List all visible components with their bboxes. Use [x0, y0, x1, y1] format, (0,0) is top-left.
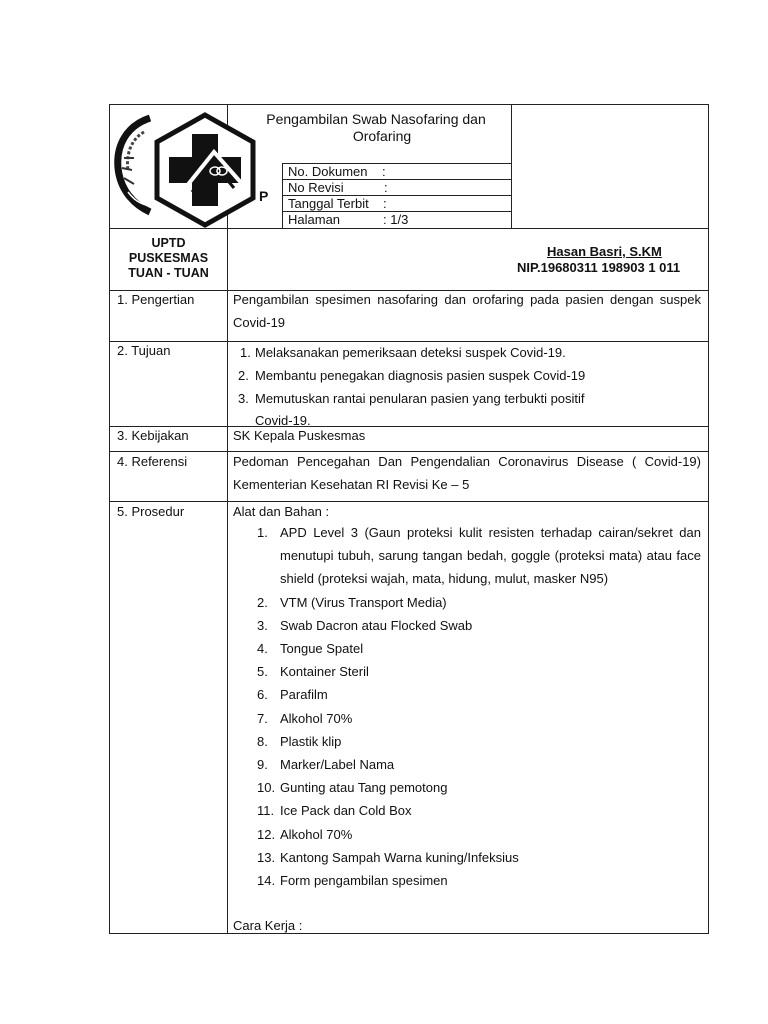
page-value: : 1/3	[383, 212, 409, 227]
label-pengertian: 1. Pengertian	[117, 292, 195, 307]
signatory-nip: NIP.19680311 198903 1 011	[517, 260, 681, 275]
issue-date-value: :	[383, 196, 387, 211]
signatory-name: Hasan Basri, S.KM	[547, 244, 662, 259]
list-item: 4. Tongue Spatel	[257, 641, 364, 657]
tujuan-num-2: 2.	[238, 368, 249, 383]
list-item: 6. Parafilm	[257, 687, 328, 703]
list-item: 8. Plastik klip	[257, 733, 342, 749]
list-item: 11. Ice Pack dan Cold Box	[257, 803, 412, 819]
column-divider	[227, 104, 228, 934]
list-item: 1. APD Level 3 (Gaun proteksi kulit resisten terhadap cairan/sekret dan menutupi tubuh, sarung tangan bedah, goggle (proteksi mata) atau face shield (proteksi wajah, mata, hidung, mulut, masker N95)	[257, 525, 701, 587]
list-item: 3. Swab Dacron atau Flocked Swab	[257, 617, 473, 633]
pengertian-text: Pengambilan spesimen nasofaring dan orofaring pada pasien dengan suspek Covid-19	[233, 292, 701, 330]
sop-letter: P	[259, 188, 269, 204]
label-prosedur: 5. Prosedur	[117, 504, 185, 519]
list-item: 12. Alkohol 70%	[257, 826, 353, 842]
alat-bahan-heading: Alat dan Bahan :	[233, 504, 330, 519]
org-line2: PUSKESMAS	[128, 251, 209, 265]
list-item: 9. Marker/Label Nama	[257, 757, 395, 773]
org-line3: TUAN - TUAN	[128, 266, 209, 280]
tujuan-num-3: 3.	[238, 391, 249, 406]
list-item: 7. Alkohol 70%	[257, 710, 353, 726]
tujuan-text-1: Melaksanakan pemeriksaan deteksi suspek Covid-19.	[255, 345, 566, 360]
column-divider	[511, 104, 512, 228]
label-referensi: 4. Referensi	[117, 454, 188, 469]
list-item: 14. Form pengambilan spesimen	[257, 873, 448, 889]
tujuan-num-1: 1.	[240, 345, 251, 360]
puskesmas-logo	[152, 112, 258, 228]
row-divider	[109, 426, 709, 427]
kebijakan-text: SK Kepala Puskesmas	[233, 428, 366, 443]
org-line1: UPTD	[151, 236, 186, 250]
page-label: Halaman	[288, 212, 341, 227]
row-divider	[109, 501, 709, 502]
tujuan-text-3-cont: Covid-19.	[255, 413, 311, 428]
cara-kerja-heading: Cara Kerja :	[233, 918, 303, 933]
label-kebijakan: 3. Kebijakan	[117, 428, 189, 443]
sop-title-line2: Orofaring	[352, 128, 412, 144]
tujuan-text-2: Membantu penegakan diagnosis pasien suspek Covid-19	[255, 368, 586, 383]
regency-seal-logo	[114, 112, 154, 216]
revision-label: No Revisi	[288, 180, 344, 195]
list-item: 13. Kantong Sampah Warna kuning/Infeksius	[257, 849, 519, 865]
label-tujuan: 2. Tujuan	[117, 343, 171, 358]
list-item: 5. Kontainer Steril	[257, 664, 369, 680]
doc-number-label: No. Dokumen	[288, 164, 368, 179]
list-item: 10. Gunting atau Tang pemotong	[257, 780, 448, 796]
issue-date-label: Tanggal Terbit	[288, 196, 369, 211]
list-item: 2. VTM (Virus Transport Media)	[257, 594, 447, 610]
revision-value: :	[384, 180, 388, 195]
alat-bahan-list	[257, 521, 701, 892]
row-divider	[109, 228, 709, 229]
sop-title-line1: Pengambilan Swab Nasofaring dan	[266, 111, 486, 127]
referensi-text: Pedoman Pencegahan Dan Pengendalian Coronavirus Disease ( Covid-19) Kementerian Kesehatan RI Revisi Ke – 5	[233, 454, 701, 492]
tujuan-text-3: Memutuskan rantai penularan pasien yang terbukti positif	[255, 391, 585, 406]
doc-number-value: :	[382, 164, 386, 179]
